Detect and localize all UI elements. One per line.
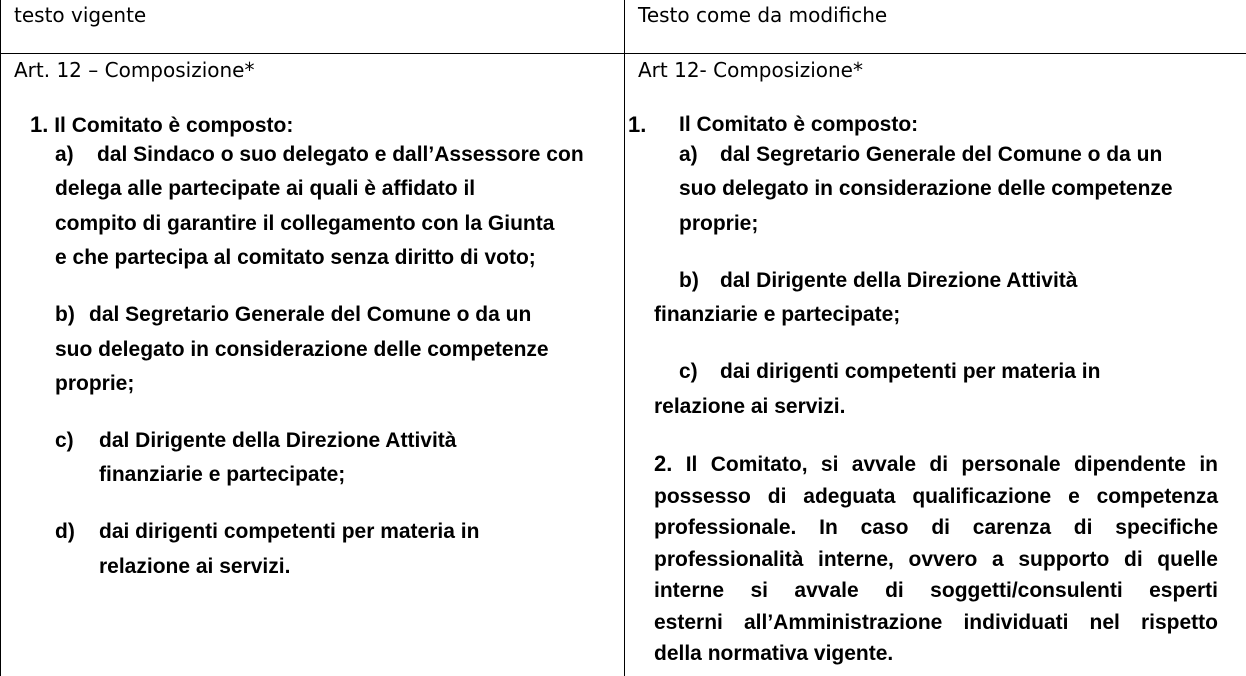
right-item-b-line-1: dal Dirigente della Direzione Attività — [720, 269, 1078, 292]
right-p2-line-1-text: Il Comitato, si avvale di personale dipendente in — [685, 453, 1218, 476]
left-item-a-line-3: compito di garantire il collegamento con la Giunta — [55, 212, 555, 235]
right-item-a-line-3: proprie; — [679, 212, 759, 235]
right-article-title: Art 12- Composizione* — [638, 58, 863, 82]
left-item-a-line-4: e che partecipa al comitato senza diritto di voto; — [55, 246, 536, 269]
left-item-c-label: c) — [55, 429, 74, 452]
left-item-c-line-1: dal Dirigente della Direzione Attività — [99, 429, 457, 452]
right-item-a-line-1: dal Segretario Generale del Comune o da un — [720, 143, 1163, 166]
left-item-b-line-3: proprie; — [55, 372, 135, 395]
left-item-a-line-2: delega alle partecipate ai quali è affidato il — [55, 177, 476, 200]
left-p1-number: 1. — [30, 112, 49, 137]
right-p1-text: Il Comitato è composto: — [679, 113, 919, 136]
header-right: Testo come da modifiche — [638, 3, 888, 27]
header-divider — [0, 53, 1246, 54]
right-p2-line-5: interne si avvale di soggetti/consulenti esperti — [654, 579, 1218, 602]
right-paragraph-2 — [654, 448, 1218, 670]
left-item-d-line-1: dai dirigenti competenti per materia in — [99, 520, 480, 543]
right-item-a-label: a) — [679, 143, 698, 166]
left-item-a-line-1: dal Sindaco o suo delegato e dall’Assessore con — [97, 143, 584, 166]
left-item-b-line-1: dal Segretario Generale del Comune o da un — [89, 303, 532, 326]
right-p2-line-7: della normativa vigente. — [654, 642, 894, 665]
right-p2-line-2: possesso di adeguata qualificazione e competenza — [654, 484, 1218, 508]
right-item-b-label: b) — [679, 269, 699, 292]
column-divider — [624, 0, 625, 676]
left-border — [0, 0, 1, 676]
right-p1-number: 1. — [628, 112, 647, 137]
right-p2-line-6: esterni all’Amministrazione individuati nel rispetto — [654, 610, 1218, 634]
right-item-c-line-1: dai dirigenti competenti per materia in — [720, 360, 1101, 383]
right-p2-line-4: professionalità interne, ovvero a supporto di quelle — [654, 547, 1218, 571]
left-item-b-line-2: suo delegato in considerazione delle competenze — [55, 338, 549, 361]
right-item-c-line-2: relazione ai servizi. — [654, 395, 846, 418]
right-p2-line-3: professionale. In caso di carenza di specifiche — [654, 516, 1218, 539]
left-item-c-line-2: finanziarie e partecipate; — [99, 463, 346, 486]
left-item-a-label: a) — [55, 143, 74, 166]
right-item-a-line-2: suo delegato in considerazione delle competenze — [679, 177, 1173, 200]
right-p2-line-1 — [654, 448, 1218, 481]
left-item-d-label: d) — [55, 520, 75, 543]
left-p1-text: Il Comitato è composto: — [54, 114, 294, 137]
right-item-c-label: c) — [679, 360, 698, 383]
left-article-title: Art. 12 – Composizione* — [14, 58, 255, 82]
right-item-b-line-2: finanziarie e partecipate; — [654, 303, 901, 326]
right-p2-number: 2. — [654, 451, 673, 476]
left-item-d-line-2: relazione ai servizi. — [99, 555, 291, 578]
left-item-b-label: b) — [55, 303, 75, 326]
header-left: testo vigente — [14, 3, 147, 27]
